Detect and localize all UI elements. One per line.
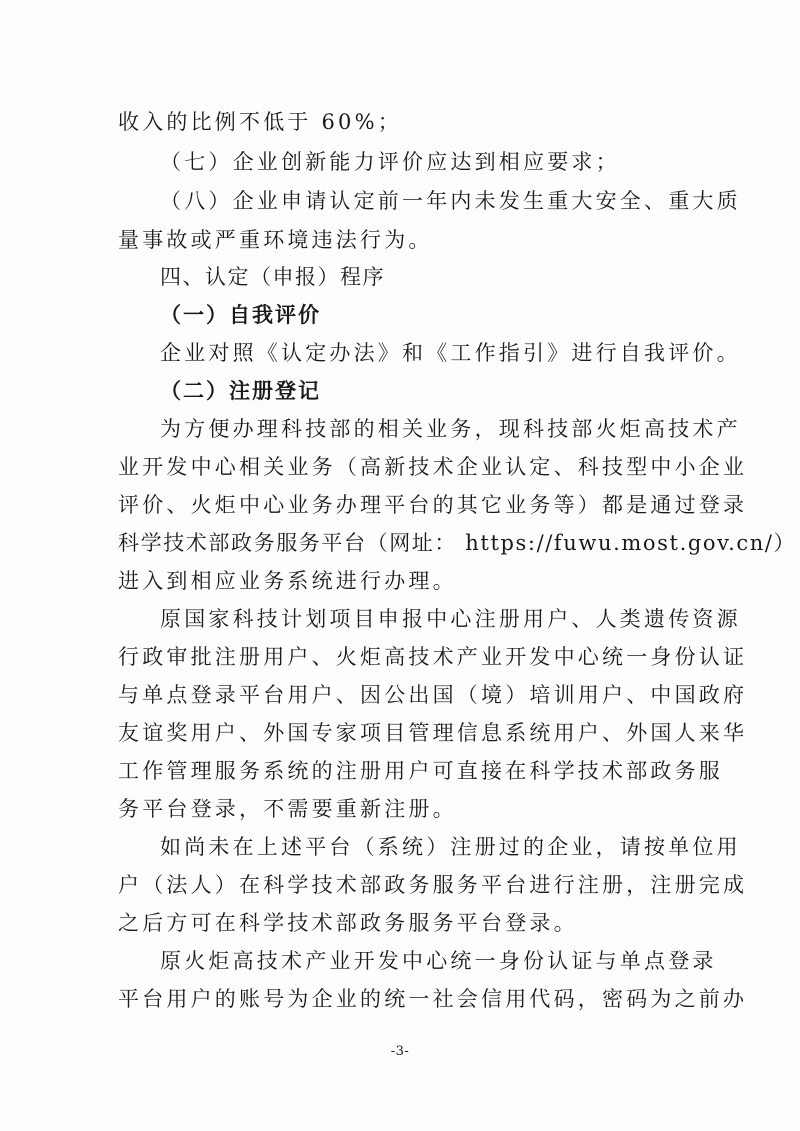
text-line-3: （八）企业申请认定前一年内未发生重大安全、重大质 bbox=[160, 189, 741, 213]
text-line-4: 量事故或严重环境违法行为。 bbox=[118, 228, 433, 252]
text-line-19: 务平台登录，不需要重新注册。 bbox=[118, 797, 457, 821]
text-line-10: 业开发中心相关业务（高新技术企业认定、科技型中小企业 bbox=[118, 455, 748, 479]
text-line-15: 行政审批注册用户、火炬高技术产业开发中心统一身份认证 bbox=[118, 645, 748, 669]
text-line-20: 如尚未在上述平台（系统）注册过的企业，请按单位用 bbox=[160, 835, 741, 859]
text-line-7: 企业对照《认定办法》和《工作指引》进行自我评价。 bbox=[160, 341, 741, 365]
text-line-23: 原火炬高技术产业开发中心统一身份认证与单点登录 bbox=[160, 949, 717, 973]
text-line-11: 评价、火炬中心业务办理平台的其它业务等）都是通过登录 bbox=[118, 493, 748, 517]
text-line-1: 收入的比例不低于 60%； bbox=[118, 110, 402, 134]
subsection-heading-2: （二）注册登记 bbox=[160, 378, 321, 403]
text-line-13: 进入到相应业务系统进行办理。 bbox=[118, 569, 457, 593]
section-heading-4: 四、认定（申报）程序 bbox=[160, 265, 385, 289]
text-line-22: 之后方可在科学技术部政务服务平台登录。 bbox=[118, 911, 578, 935]
text-line-17: 友谊奖用户、外国专家项目管理信息系统用户、外国人来华 bbox=[118, 721, 748, 745]
text-line-2: （七）企业创新能力评价应达到相应要求； bbox=[160, 150, 620, 174]
text-line-12: 科学技术部政务服务平台（网址： https://fuwu.most.gov.cn/） bbox=[118, 531, 797, 555]
text-line-24: 平台用户的账号为企业的统一社会信用代码，密码为之前办 bbox=[118, 987, 748, 1011]
text-line-9: 为方便办理科技部的相关业务，现科技部火炬高技术产 bbox=[160, 417, 741, 441]
text-line-18: 工作管理服务系统的注册用户可直接在科学技术部政务服 bbox=[118, 759, 723, 783]
text-line-14: 原国家科技计划项目申报中心注册用户、人类遗传资源 bbox=[160, 607, 741, 631]
subsection-heading-1: （一）自我评价 bbox=[160, 302, 321, 327]
page-number: -3- bbox=[390, 1044, 410, 1059]
text-line-16: 与单点登录平台用户、因公出国（境）培训用户、中国政府 bbox=[118, 683, 748, 707]
text-line-21: 户（法人）在科学技术部政务服务平台进行注册，注册完成 bbox=[118, 873, 748, 897]
